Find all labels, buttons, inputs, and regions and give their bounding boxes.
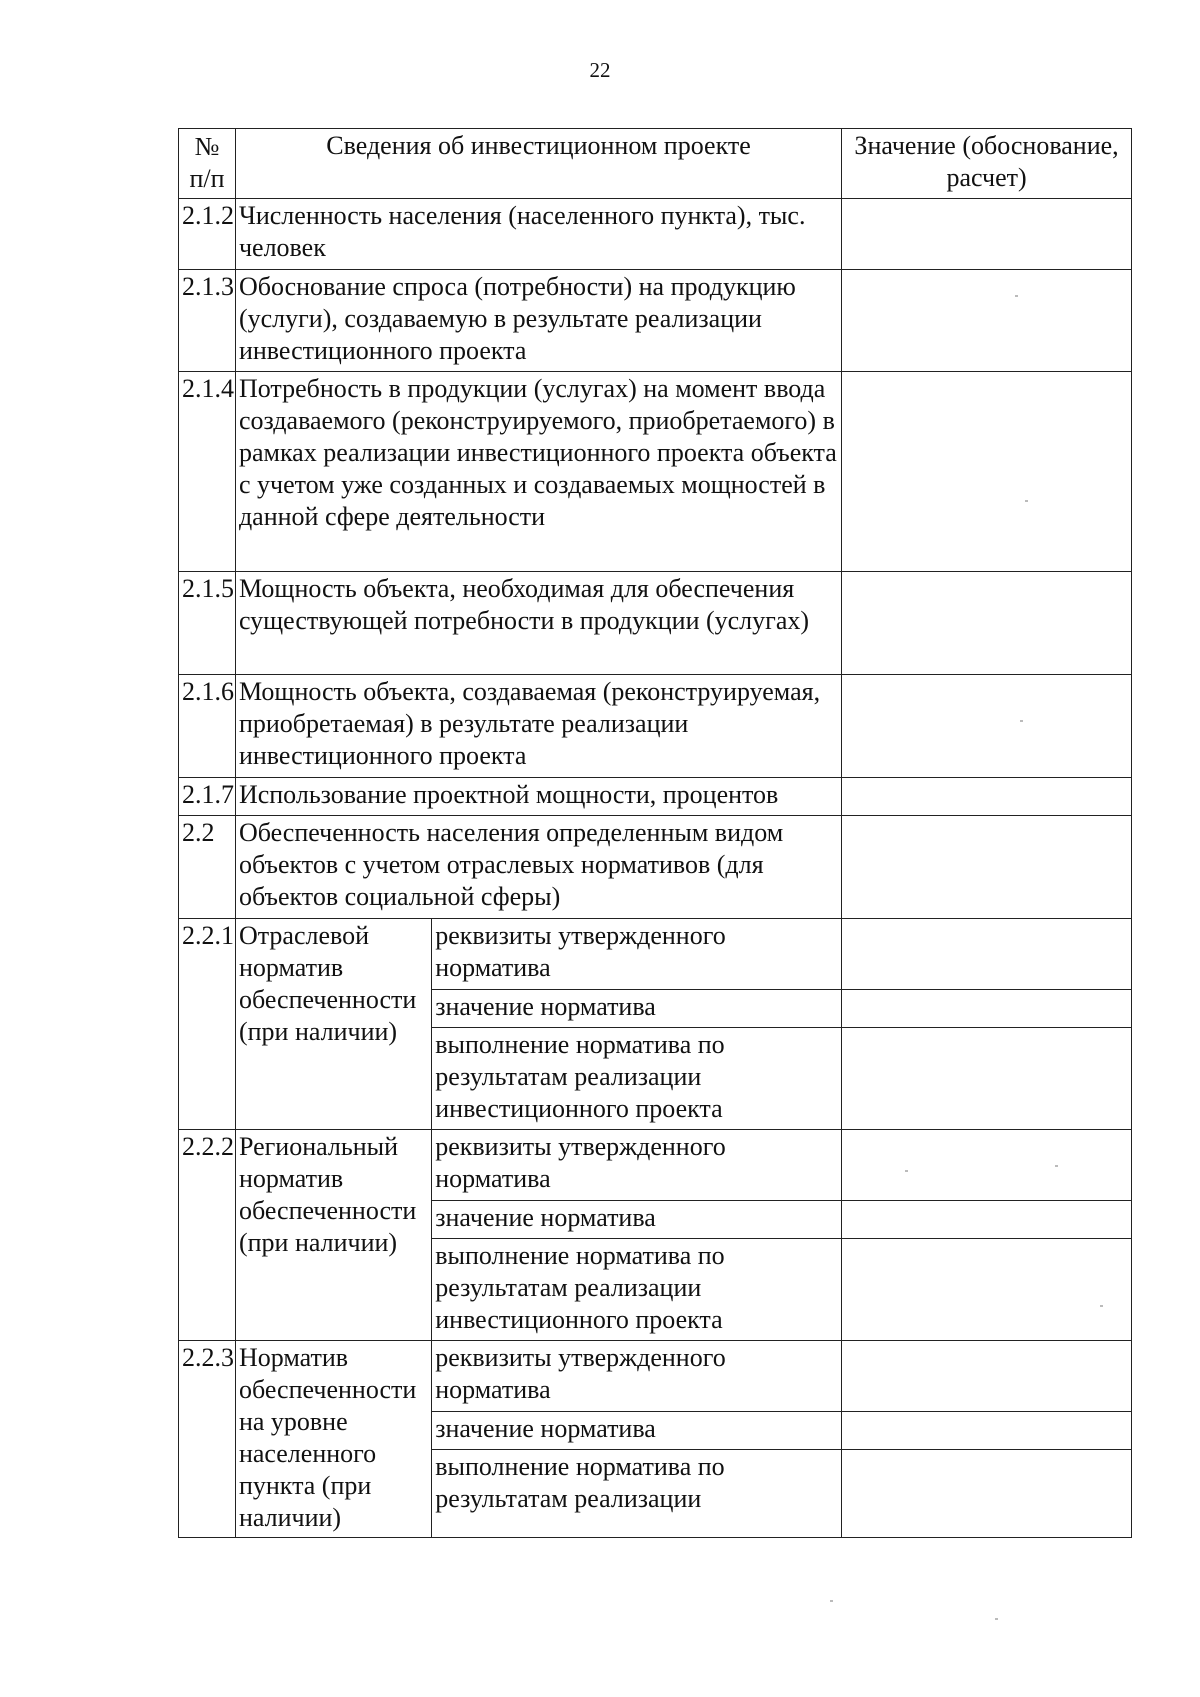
norm-row: [179, 1130, 1132, 1201]
norm-row: [179, 919, 1132, 990]
row-text: Численность населения (населенного пункта), тыс. человек: [235, 199, 841, 270]
row-number: 2.1.4: [179, 372, 236, 572]
row-number: 2.1.7: [179, 778, 236, 816]
row-number: 2.2.2: [179, 1130, 236, 1341]
norm-item: значение норматива: [432, 1412, 842, 1450]
page-number: 22: [589, 58, 611, 82]
value-cell: [842, 1450, 1132, 1538]
header-num: № п/п: [179, 129, 236, 199]
norm-item: выполнение норматива по результатам реализации: [432, 1450, 842, 1538]
value-cell: [842, 919, 1132, 990]
value-cell: [842, 1201, 1132, 1239]
table-row: [179, 778, 1132, 816]
table-row: [179, 372, 1132, 572]
norm-item: значение норматива: [432, 1201, 842, 1239]
value-cell: [842, 816, 1132, 919]
table-row: [179, 270, 1132, 372]
scan-speck: [1025, 500, 1028, 502]
row-number: 2.2.3: [179, 1341, 236, 1538]
row-number: 2.1.2: [179, 199, 236, 270]
scan-speck: [905, 1170, 908, 1172]
table-row: [179, 572, 1132, 675]
norm-item: реквизиты утвержденного норматива: [432, 1341, 842, 1412]
norm-item: выполнение норматива по результатам реализации инвестиционного проекта: [432, 1239, 842, 1341]
norm-item: выполнение норматива по результатам реализации инвестиционного проекта: [432, 1028, 842, 1130]
row-text: Обоснование спроса (потребности) на продукцию (услуги), создаваемую в результате реализации инвестиционного проекта: [235, 270, 841, 372]
scan-speck: [1015, 295, 1018, 297]
value-cell: [842, 1239, 1132, 1341]
scan-speck: [995, 1618, 998, 1620]
row-number: 2.1.5: [179, 572, 236, 675]
row-text: Потребность в продукции (услугах) на момент ввода создаваемого (реконструируемого, приобретаемого) в рамках реализации инвестиционного проекта объекта с учетом уже созданных и создаваемых мощностей в данной сфере деятельности: [235, 372, 841, 572]
row-number: 2.2.1: [179, 919, 236, 1130]
scan-speck: [1020, 720, 1023, 722]
norm-row: [179, 1341, 1132, 1412]
value-cell: [842, 1028, 1132, 1130]
value-cell: [842, 1341, 1132, 1412]
norm-label: Норматив обеспеченности на уровне населенного пункта (при наличии): [235, 1341, 431, 1538]
table-row: [179, 675, 1132, 778]
table-row: [179, 199, 1132, 270]
value-cell: [842, 199, 1132, 270]
norm-item: реквизиты утвержденного норматива: [432, 1130, 842, 1201]
table-row: [179, 816, 1132, 919]
row-text: Мощность объекта, создаваемая (реконструируемая, приобретаемая) в результате реализации инвестиционного проекта: [235, 675, 841, 778]
value-cell: [842, 675, 1132, 778]
norm-label: Региональный норматив обеспеченности (при наличии): [235, 1130, 431, 1341]
row-text: Мощность объекта, необходимая для обеспечения существующей потребности в продукции (услугах): [235, 572, 841, 675]
value-cell: [842, 372, 1132, 572]
norm-item: значение норматива: [432, 990, 842, 1028]
scan-speck: [1100, 1305, 1103, 1307]
norm-item: реквизиты утвержденного норматива: [432, 919, 842, 990]
row-number: 2.1.6: [179, 675, 236, 778]
scan-speck: [830, 1600, 833, 1602]
header-value: Значение (обоснование, расчет): [842, 129, 1132, 199]
table-header-row: [179, 129, 1132, 199]
header-info: Сведения об инвестиционном проекте: [235, 129, 841, 199]
value-cell: [842, 1130, 1132, 1201]
row-number: 2.1.3: [179, 270, 236, 372]
norm-label: Отраслевой норматив обеспеченности (при наличии): [235, 919, 431, 1130]
value-cell: [842, 778, 1132, 816]
row-text: Использование проектной мощности, процентов: [235, 778, 841, 816]
value-cell: [842, 270, 1132, 372]
value-cell: [842, 1412, 1132, 1450]
scan-speck: [1055, 1165, 1058, 1167]
value-cell: [842, 572, 1132, 675]
row-number: 2.2: [179, 816, 236, 919]
row-text: Обеспеченность населения определенным видом объектов с учетом отраслевых нормативов (для объектов социальной сферы): [235, 816, 841, 919]
value-cell: [842, 990, 1132, 1028]
investment-project-table: [178, 128, 1132, 1538]
